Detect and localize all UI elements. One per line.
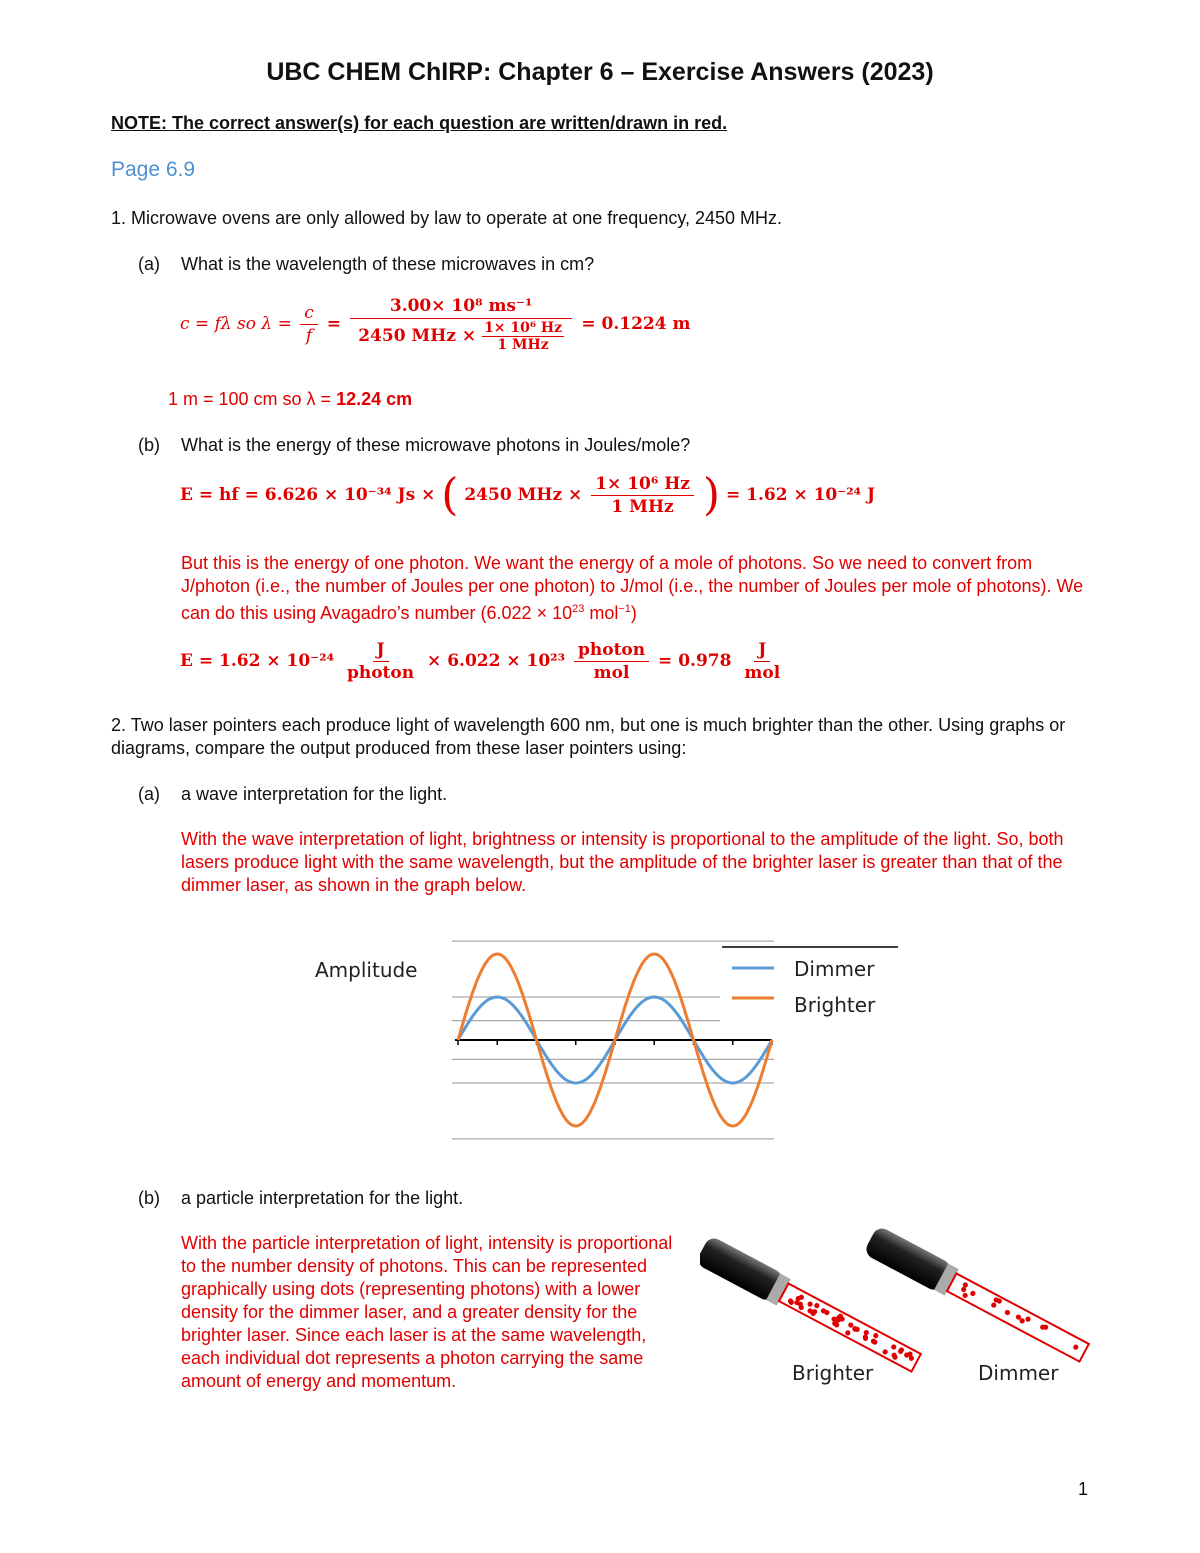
energy-conversion-den: 1 MHz [611,497,674,517]
brighter-label: Brighter [792,1361,874,1385]
energy-explanation [181,552,1091,625]
particle-answer: With the particle interpretation of light, intensity is proportional to the number density of photons. This can be represented graphically using dots (representing photons) with a lower density for the dimmer laser, and a greater density for the brighter laser. Since each laser is at the same wavelength, each individual dot represents a photon carrying the same amount of energy and momentum. [181,1233,673,1391]
photon-dot [807,1301,814,1308]
page-number: 1 [1078,1479,1089,1499]
explain-sup2: −1 [618,603,631,615]
question-2-prompt: 2. Two laser pointers each produce light of wavelength 600 nm, but one is much brighter than the other. Using graphs or diagrams, compare the output produced from these laser pointers using: [111,715,1066,758]
question-2b-label: (b) [138,1188,160,1208]
dimmer-laser [863,1225,1092,1367]
photon-dot [813,1302,820,1309]
y-axis-label: Amplitude [315,958,418,982]
legend-dimmer-label: Dimmer [794,957,875,981]
explain-close: ) [630,603,637,623]
frac3-num: J [754,640,770,662]
energy-result: = 1.62 × 10⁻²⁴ J [725,485,876,505]
question-1b-text: What is the energy of these microwave photons in Joules/mole? [181,435,691,455]
speed-of-light: 3.00× 10⁸ ms⁻¹ [350,296,573,319]
question-1-prompt: 1. Microwave ovens are only allowed by law to operate at one frequency, 2450 MHz. [111,208,783,228]
equals-sign: = [326,314,341,334]
photon-dot [890,1343,897,1350]
wavelength-result: = 0.1224 m [581,314,691,334]
question-2a-text: a wave interpretation for the light. [181,784,448,804]
question-1a-label: (a) [138,254,160,274]
explain-text: But this is the energy of one photon. We want the energy of a mole of photons. So we need to convert from J/photon (i.e., the number of Joules per one photon) to J/mol (i.e., the number of Joules per mole of photons). We can do this using Avagadro’s number (6.022 × 10 [181,553,1084,623]
amplitude-chart [300,930,920,1160]
equation-prefix: c = fλ so λ = [180,314,298,334]
photon-dot [969,1290,976,1297]
wave-answer: With the wave interpretation of light, brightness or intensity is proportional to the amplitude of the light. So, both lasers produce light with the same wavelength, but the amplitude of the brighter laser is greater than that of the dimmer laser, as shown in the graph below. [181,829,1064,895]
question-1b-label: (b) [138,435,160,455]
laser-diagram [700,1210,1120,1410]
answer-value: 12.24 cm [336,389,413,409]
dimmer-photons [957,1280,1081,1356]
energy-frequency: 2450 MHz × [464,485,583,505]
energy-equation: E = hf = 6.626 × 10⁻³⁴ Js × ( 2450 MHz × $\frac{\text{1× 10⁶ Hz}}{\text{1 MHz}}$ ) = 1.62 × 10⁻²⁴ J [180,469,876,521]
photon-dot [962,1292,969,1299]
question-1a-text: What is the wavelength of these microwaves in cm? [181,254,595,274]
photon-dot [1004,1309,1011,1316]
molar-prefix: E = 1.62 × 10⁻²⁴ [180,651,335,671]
frac1-den: photon [346,663,415,683]
fraction-f: f [305,326,313,346]
frac3-den: mol [744,663,781,683]
wavelength-equation [180,296,691,353]
conversion-den: 1 MHz [497,337,549,353]
page-heading: Page 6.9 [111,158,196,181]
question-2a-label: (a) [138,784,160,804]
legend-brighter-label: Brighter [794,993,876,1017]
photon-dot [990,1302,997,1309]
energy-prefix: E = hf = 6.626 × 10⁻³⁴ Js × [180,485,436,505]
answer-prefix: 1 m = 100 cm so λ = [168,389,337,409]
question-2b-text: a particle interpretation for the light. [181,1188,464,1208]
photon-dot [1025,1316,1032,1323]
molar-result: = 0.978 [658,651,732,671]
answer-note: NOTE: The correct answer(s) for each question are written/drawn in red. [111,113,728,133]
avogadro: × 6.022 × 10²³ [427,651,566,671]
frequency-value: 2450 MHz × [358,326,477,346]
document-title: UBC CHEM ChIRP: Chapter 6 – Exercise Answers (2023) [266,58,934,86]
frac2-num: photon [574,640,649,662]
explain-unit: mol [584,603,619,623]
conversion-num: 1× 10⁶ Hz [484,320,563,336]
dimmer-label: Dimmer [978,1361,1059,1385]
fraction-c: c [300,303,318,325]
photon-dot [872,1332,879,1339]
brighter-photons [786,1289,916,1369]
photon-dot [882,1348,889,1355]
energy-conversion-num: 1× 10⁶ Hz [591,474,694,496]
explain-sup: 23 [572,603,585,615]
wavelength-answer [168,388,412,411]
photon-dot [1072,1344,1079,1351]
frac2-den: mol [593,663,630,683]
frac1-num: J [373,640,389,662]
photon-dot [862,1335,869,1342]
molar-energy-equation [180,640,787,683]
